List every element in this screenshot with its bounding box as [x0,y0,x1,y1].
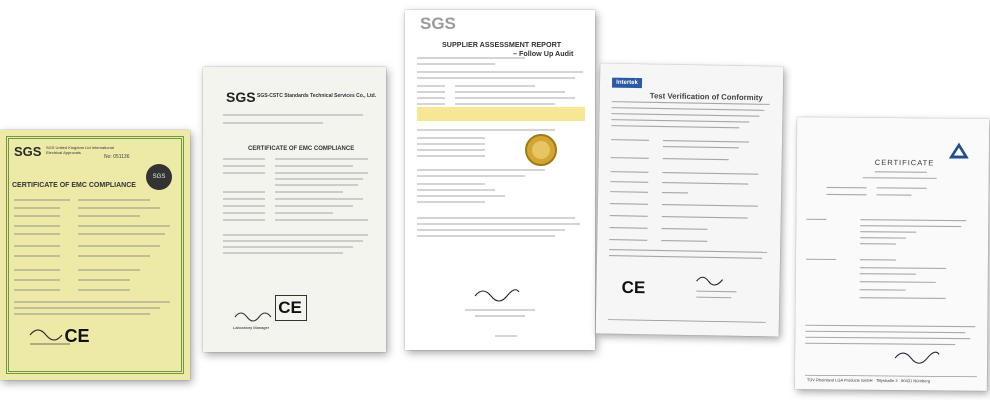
text-lines [795,117,989,391]
sgs-cstc-emc-certificate [203,67,386,352]
certificate-title: CERTIFICATE [874,157,935,168]
certificate-title: CERTIFICATE OF EMC COMPLIANCE [12,182,136,189]
verification-title: Test Verification of Conformity [649,91,763,103]
text-lines [405,10,595,350]
report-title: SUPPLIER ASSESSMENT REPORT [442,40,562,49]
text-lines [0,130,190,380]
sgs-badge-icon: SGS [146,164,172,190]
signature-role: Laboratory Manager [233,325,270,330]
ce-mark-icon: CE [278,298,302,317]
ce-mark-icon: CE [64,326,90,346]
sgs-logo: SGS [226,89,256,105]
intertek-verification [596,63,784,336]
intertek-logo: Intertek [612,78,642,89]
sgs-logo: SGS [420,14,456,33]
certificate-title: CERTIFICATE OF EMC COMPLIANCE [248,146,355,152]
tuv-certificate [795,117,989,391]
gold-seal-icon [526,135,556,165]
certificate-number: No: 051136 [104,154,130,160]
issuer-footer: TÜV Rheinland LGA Products GmbH · Tillystraße 2 · 90431 Nürnberg [806,377,931,384]
issuer-name: SGS United Kingdom Ltd International Electrical Approvals [46,145,114,155]
sgs-uk-emc-certificate [0,130,190,380]
report-subtitle: – Follow Up Audit [513,49,574,58]
supplier-assessment-report [405,10,595,350]
sgs-logo: SGS [14,144,42,159]
issuer-header: SGS-CSTC Standards Technical Services Co., Ltd. [257,93,377,99]
ce-mark-icon: CE [621,277,646,298]
